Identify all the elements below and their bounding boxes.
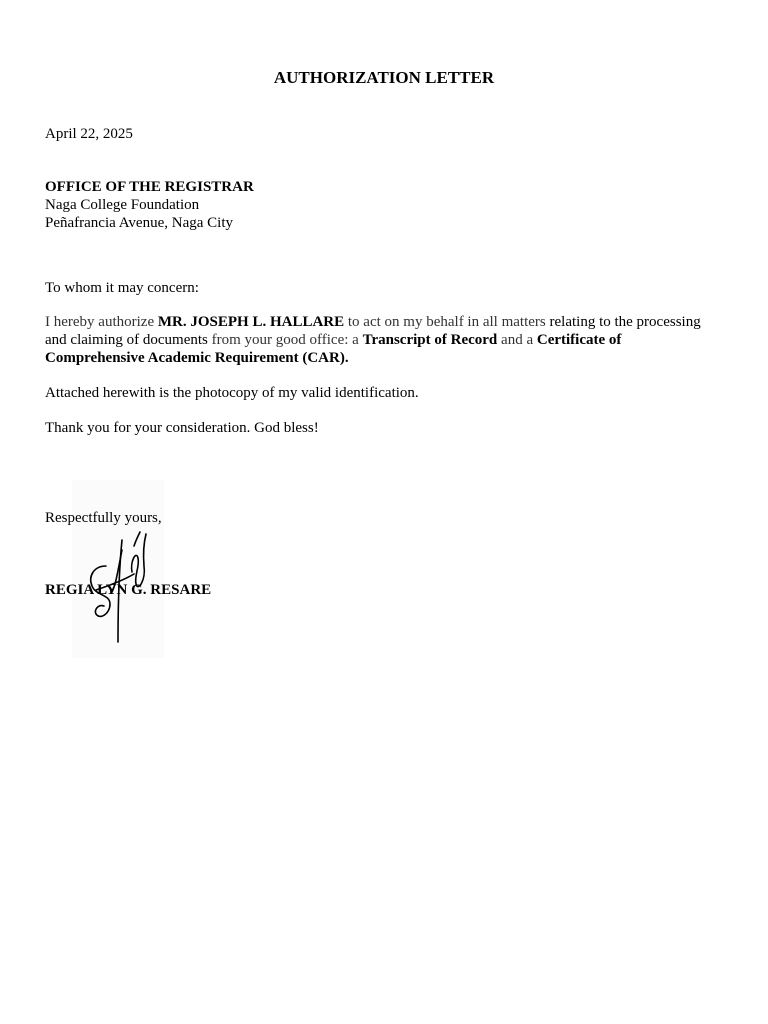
recipient-block [45,178,254,232]
salutation: To whom it may concern: [45,280,199,296]
signature-icon [72,480,164,658]
body-text-e: and a [497,332,537,348]
document-transcript: Transcript of Record [362,332,498,348]
recipient-address: Peñafrancia Avenue, Naga City [45,215,233,231]
body-text-d: from your good office: a [207,332,363,348]
closing-line: Respectfully yours, [45,510,162,526]
body-text-c: relating to the processing and claiming of documents [45,314,701,348]
body-text-b: to act on my behalf in all matters [344,314,550,330]
authorized-person-name: MR. JOSEPH L. HALLARE [157,314,345,330]
signer-name: REGIA LYN G. RESARE [45,582,212,598]
document-car: Certificate of Comprehensive Academic Requirement (CAR). [45,332,622,366]
thanks-line: Thank you for your consideration. God bless! [45,420,319,436]
attachment-note: Attached herewith is the photocopy of my valid identification. [45,385,419,401]
letter-title: AUTHORIZATION LETTER [273,68,495,87]
body-paragraph [45,313,723,367]
recipient-institution: Naga College Foundation [45,197,200,213]
recipient-office: OFFICE OF THE REGISTRAR [45,179,254,195]
letter-date: April 22, 2025 [45,126,133,142]
signature-drawing [72,480,164,658]
body-text-a: I hereby authorize [45,314,158,330]
